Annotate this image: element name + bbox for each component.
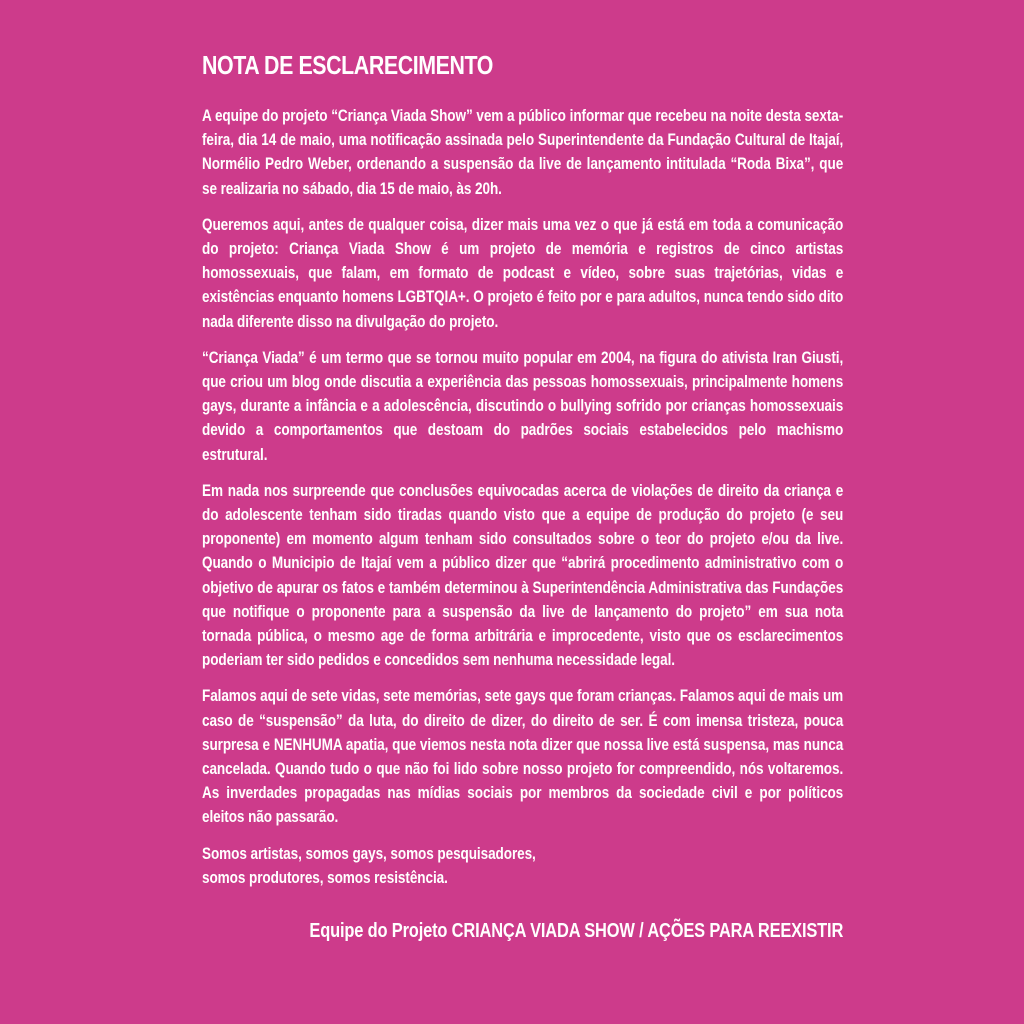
note-paragraph-project-description: Queremos aqui, antes de qualquer coisa, dizer mais uma vez o que já está em toda a comunicação do projeto: Criança Viada Show é um projeto de memória e registros de cinco artistas homossexuais, que falam, em formato de podcast e vídeo, sobre suas trajetórias, vidas e existências enquanto homens LGBTQIA+. O projeto é feito por e para adultos, nunca tendo sido dito nada diferente disso na divulgação do projeto. bbox=[202, 215, 844, 331]
note-paragraph-term-origin: “Criança Viada” é um termo que se tornou muito popular em 2004, na figura do ativista Iran Giusti, que criou um blog onde discutia a experiência das pessoas homossexuais, principalmente homens gays, durante a infância e a adolescência, discutindo o bullying sofrido por crianças homossexuais devido a comportamentos que destoam do padrões sociais estabelecidos pelo machismo estrutural. bbox=[202, 348, 844, 464]
note-paragraph-notification: A equipe do projeto “Criança Viada Show” vem a público informar que recebeu na noite desta sexta-feira, dia 14 de maio, uma notificação assinada pelo Superintendente da Fundação Cultural de Itajaí, Normélio Pedro Weber, ordenando a suspensão da live de lançamento intitulada “Roda Bixa”, que se realizaria no sábado, dia 15 de maio, às 20h. bbox=[202, 107, 844, 198]
note-closing-statement bbox=[202, 842, 843, 890]
closing-line-1: Somos artistas, somos gays, somos pesquisadores, bbox=[202, 844, 536, 863]
note-signature: Equipe do Projeto CRIANÇA VIADA SHOW / AÇÕES PARA REEXISTIR bbox=[309, 920, 844, 943]
note-paragraph-criticism: Em nada nos surpreende que conclusões equivocadas acerca de violações de direito da criança e do adolescente tenham sido tiradas quando visto que a equipe de produção do projeto (e seu proponente) em momento algum tenham sido consultados sobre o teor do projeto e/ou da live. Quando o Municipio de Itajaí vem a público dizer que “abrirá procedimento administrativo com o objetivo de apurar os fatos e também determinou à Superintendência Administrativa das Fundações que notifique o proponente para a suspensão da live de lançamento do projeto” em sua nota tornada pública, o mesmo age de forma arbitrária e improcedente, visto que os esclarecimentos poderiam ter sido pedidos e concedidos sem nenhuma necessidade legal. bbox=[202, 481, 844, 670]
note-content bbox=[202, 48, 843, 944]
closing-line-2: somos produtores, somos resistência. bbox=[202, 868, 448, 887]
note-title: NOTA DE ESCLARECIMENTO bbox=[202, 50, 493, 80]
note-paragraph-resistance: Falamos aqui de sete vidas, sete memórias, sete gays que foram crianças. Falamos aqui de mais um caso de “suspensão” da luta, do direito de dizer, do direito de ser. É com imensa tristeza, pouca surpresa e NENHUMA apatia, que viemos nesta nota dizer que nossa live está suspensa, mas nunca cancelada. Quando tudo o que não foi lido sobre nosso projeto for compreendido, nós voltaremos. As inverdades propagadas nas mídias sociais por membros da sociedade civil e por políticos eleitos não passarão. bbox=[202, 687, 844, 827]
